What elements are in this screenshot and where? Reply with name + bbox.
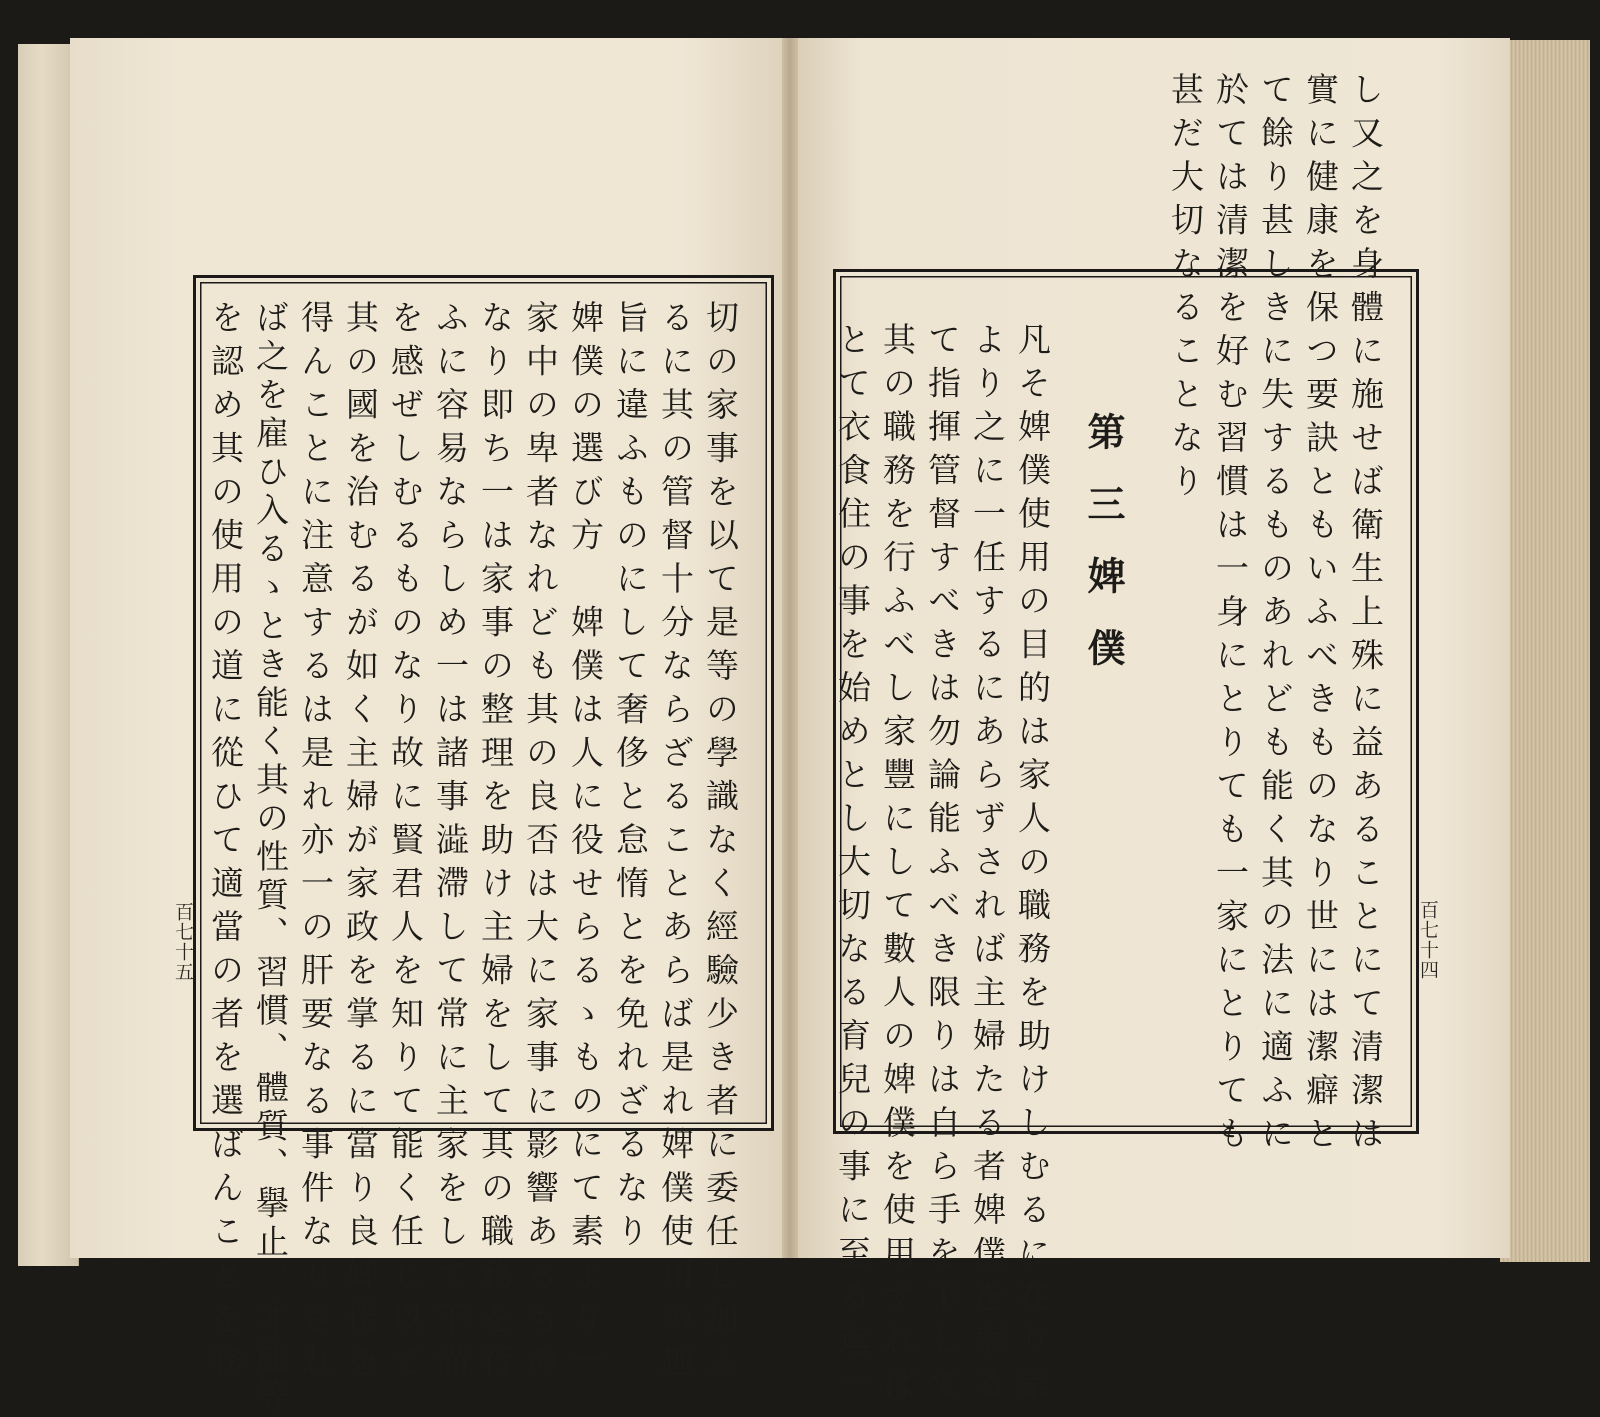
text-column: て指揮管督すべきは勿論能ふべき限りは自ら手を下して bbox=[923, 322, 962, 1410]
text-column: 婢僕の選び方 婢僕は人に役せらるゝものにて素より一 bbox=[566, 300, 605, 1388]
text-column: 其の國を治むるが如く主婦が家政を掌るに當り良婢僕を bbox=[341, 300, 380, 1388]
text-column: ふに容易ならしめ一は諸事澁滯して常に主家をして不滿 bbox=[431, 300, 470, 1388]
book-gutter bbox=[782, 38, 798, 1258]
text-column: 凡そ婢僕使用の目的は家人の職務を助けしむるに在り素 bbox=[1013, 322, 1052, 1410]
text-column: 於ては清潔を好む習慣は一身にとりても一家にとりても bbox=[1211, 72, 1250, 1160]
text-column: を感ぜしむるものなり故に賢君人を知りて能く任じ以て bbox=[386, 300, 425, 1388]
text-column: とて衣食住の事を始めとし大切なる育兒の事に至る迄一 bbox=[833, 322, 872, 1410]
text-column: 甚だ大切なることなり bbox=[1166, 72, 1205, 507]
text-column: なり即ち一は家事の整理を助け主婦をして其の職務を行 bbox=[476, 300, 515, 1388]
book-right-edge bbox=[1500, 40, 1590, 1262]
page-number: 百七十五 bbox=[172, 902, 194, 982]
text-column: 實に健康を保つ要訣ともいふべきものなり世には潔癖と bbox=[1301, 72, 1340, 1160]
text-column: 切の家事を以て是等の學識なく經驗少き者に委任し加ふ bbox=[701, 300, 740, 1388]
chapter-title: 第三婢僕 bbox=[1081, 412, 1126, 700]
text-column: より之に一任するにあらずされば主婦たる者婢僕を率る bbox=[968, 322, 1007, 1410]
text-column: し又之を身體に施せば衛生上殊に益あることにて清潔は bbox=[1346, 72, 1385, 1160]
page-number: 百七十四 bbox=[1417, 900, 1439, 980]
text-column: を認め其の使用の道に從ひて適當の者を選ばんことを務 bbox=[206, 300, 245, 1388]
text-column: 旨に違ふものにして奢侈と怠惰とを免れざるなり bbox=[611, 300, 650, 1257]
text-column: 其の職務を行ふべし家豐にして數人の婢僕を使用すれば bbox=[878, 322, 917, 1410]
text-column: るに其の管督十分ならざることあらば是れ婢僕使用の趣 bbox=[656, 300, 695, 1388]
text-column: て餘り甚しきに失するものあれども能く其の法に適ふに bbox=[1256, 72, 1295, 1160]
text-column: ば之を雇ひ入るゝとき能く其の性質、習慣、體質、擧止、才能等 bbox=[251, 300, 290, 1417]
left-text-frame bbox=[193, 275, 774, 1417]
right-text-frame bbox=[833, 72, 1419, 1410]
text-column: 得んことに注意するは是れ亦一の肝要なる事件なりされ bbox=[296, 300, 335, 1388]
text-column: 家中の卑者なれども其の良否は大に家事に影響あるもの bbox=[521, 300, 560, 1388]
